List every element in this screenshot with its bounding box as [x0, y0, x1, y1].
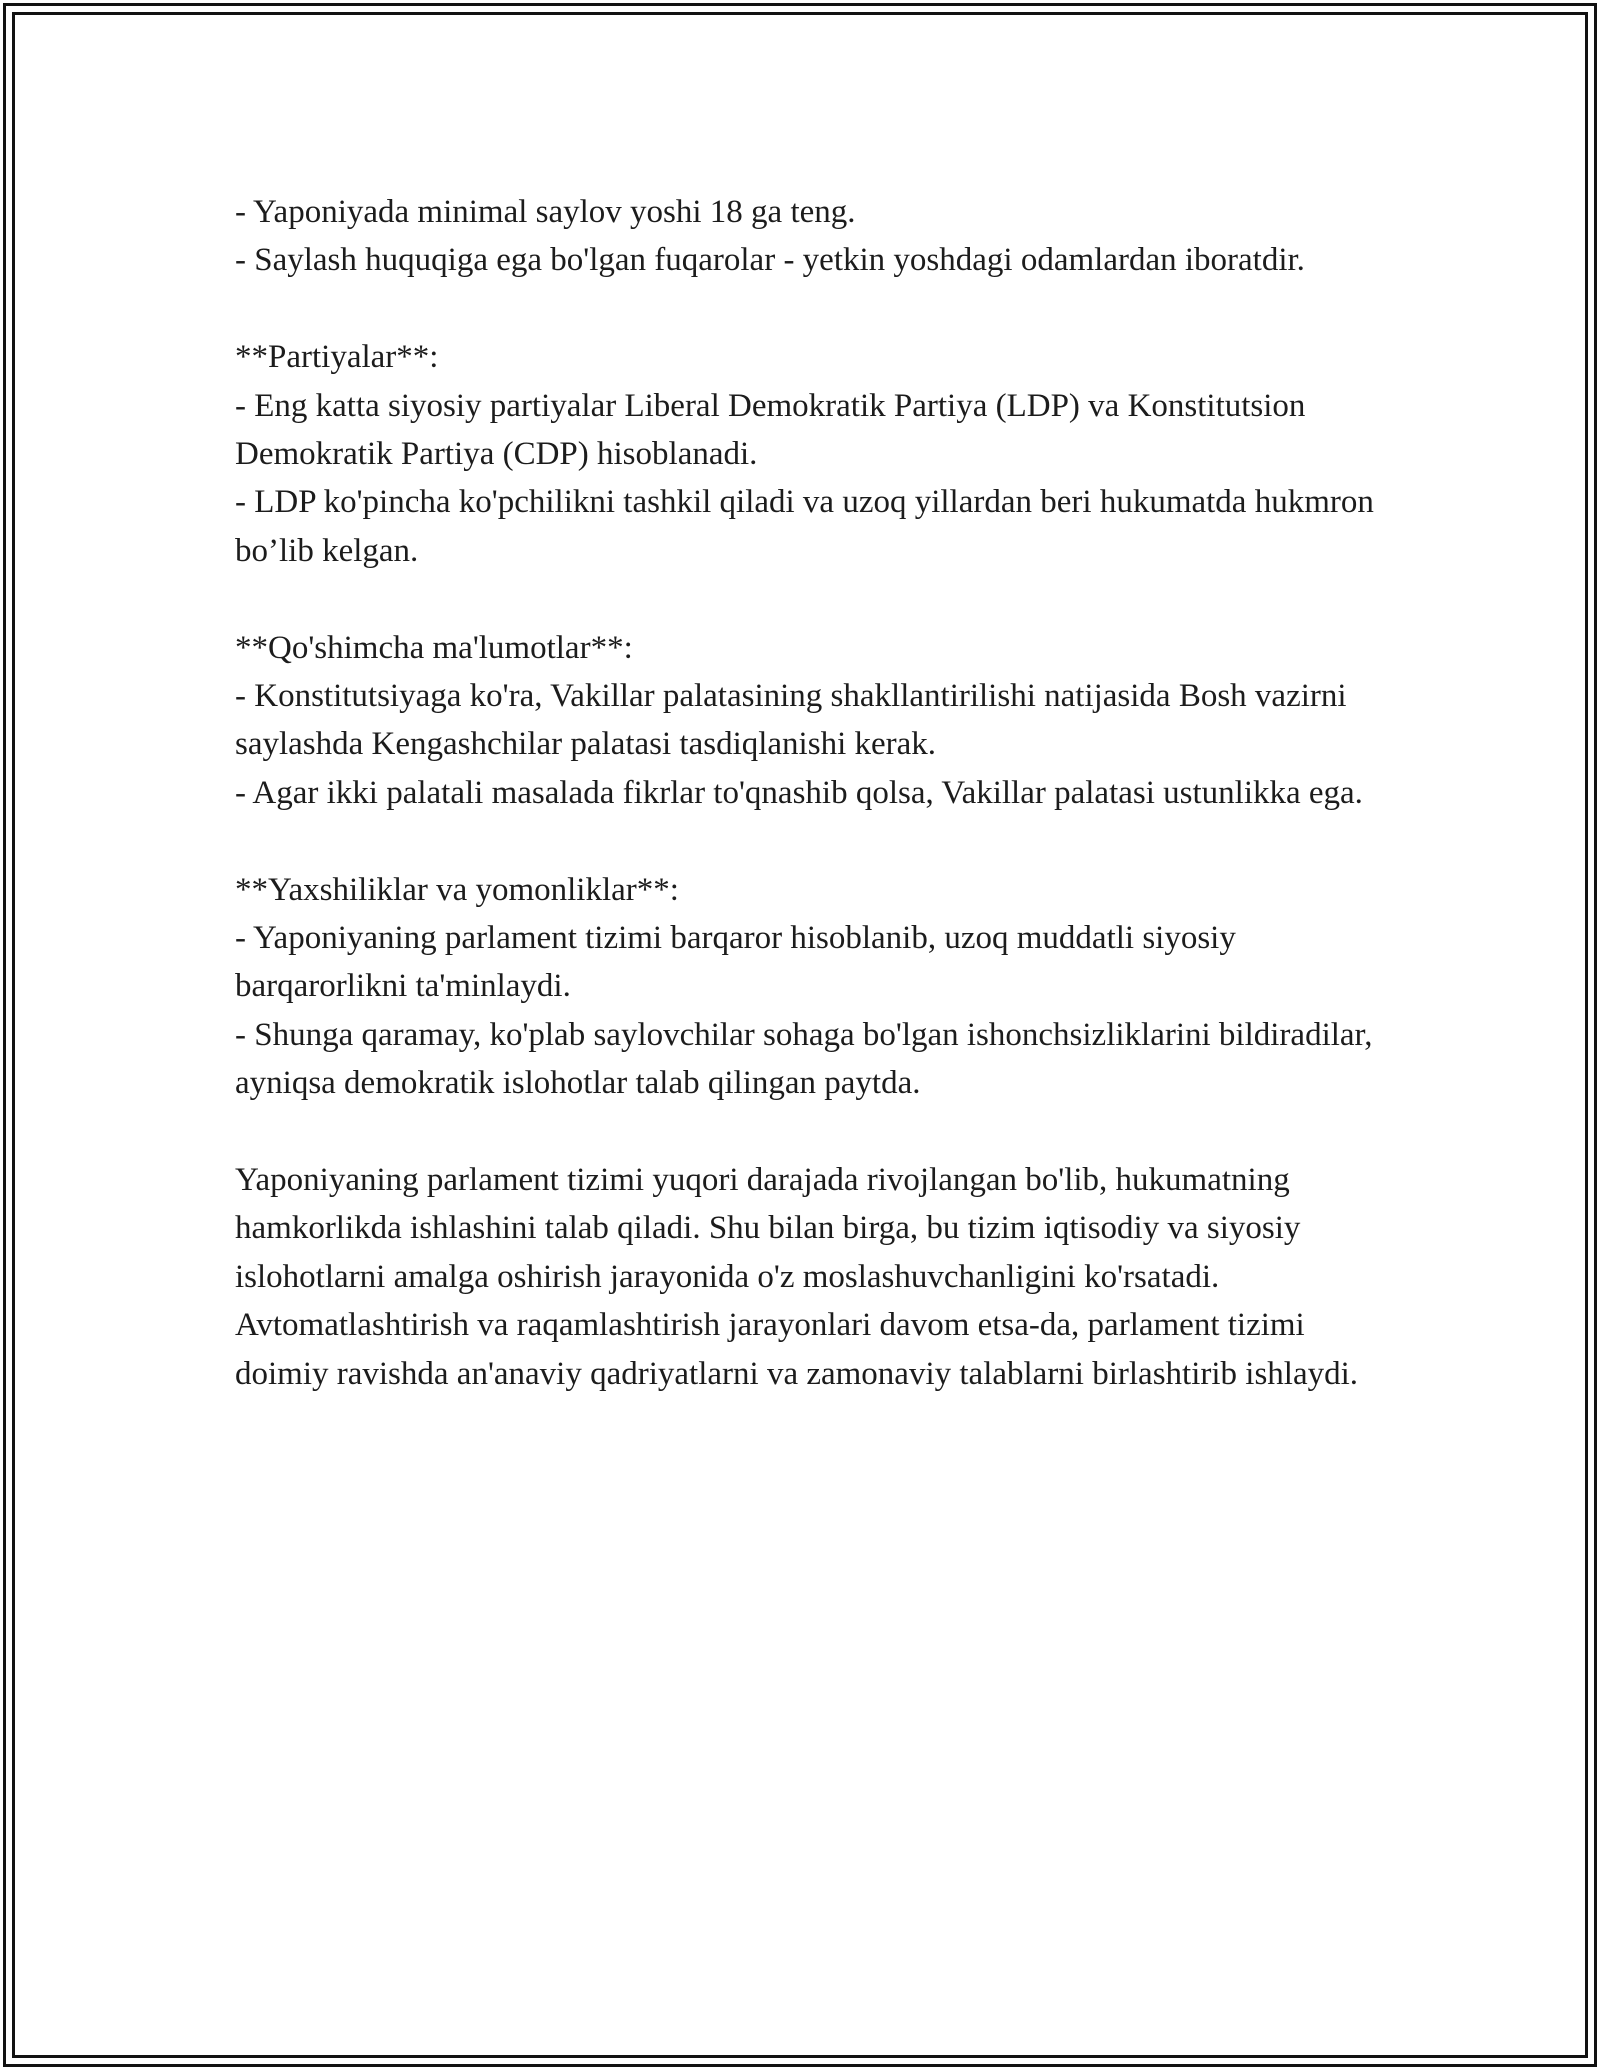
section-item: - Eng katta siyosiy partiyalar Liberal Demokratik Partiya (LDP) va Konstitutsion Demokratik Partiya (CDP) hisoblanadi.: [235, 387, 1314, 473]
paragraph-gap: [235, 285, 1375, 333]
section-heading-qoshimcha-malumotlar: **Qo'shimcha ma'lumotlar**:: [235, 629, 633, 666]
intro-line: - Saylash huquqiga ega bo'lgan fuqarolar - yetkin yoshdagi odamlardan iboratdir.: [235, 242, 1305, 279]
section-item: - Agar ikki palatali masalada fikrlar to'qnashib qolsa, Vakillar palatasi ustunlikka ega.: [235, 774, 1363, 811]
section-heading-yaxshiliklar-va-yomonliklar: **Yaxshiliklar va yomonliklar**:: [235, 871, 679, 908]
conclusion-paragraph: Yaponiyaning parlament tizimi yuqori darajada rivojlangan bo'lib, hukumatning hamkorlikda ishlashini talab qiladi. Shu bilan birga, bu tizim iqtisodiy va siyosiy islohotlarni amalga oshirish jarayonida o'z moslashuvchanligini ko'rsatadi. Avtomatlashtirish va raqamlashtirish jarayonlari davom etsa-da, parlament tizimi doimiy ravishda an'anaviy qadriyatlarni va zamonaviy talablarni birlashtirib ishlaydi.: [235, 1162, 1359, 1392]
section-item: - Shunga qaramay, ko'plab saylovchilar sohaga bo'lgan ishonchsizliklarini bildiradilar, ayniqsa demokratik islohotlar talab qilingan paytda.: [235, 1016, 1381, 1102]
section-item: - Konstitutsiyaga ko'ra, Vakillar palatasining shakllantirilishi natijasida Bosh vazirni saylashda Kengashchilar palatasi tasdiqlanishi kerak.: [235, 678, 1355, 763]
paragraph-gap: [235, 1108, 1375, 1156]
section-heading-partiyalar: **Partiyalar**:: [235, 339, 439, 376]
section-item: - LDP ko'pincha ko'pchilikni tashkil qiladi va uzoq yillardan beri hukumatda hukmron bo’lib kelgan.: [235, 484, 1383, 569]
document-body: [235, 188, 1383, 1398]
section-item: - Yaponiyaning parlament tizimi barqaror hisoblanib, uzoq muddatli siyosiy barqarorlikni ta'minlaydi.: [235, 920, 1245, 1005]
paragraph-gap: [235, 575, 1375, 623]
intro-line: - Yaponiyada minimal saylov yoshi 18 ga teng.: [235, 194, 856, 230]
paragraph-gap: [235, 817, 1375, 865]
